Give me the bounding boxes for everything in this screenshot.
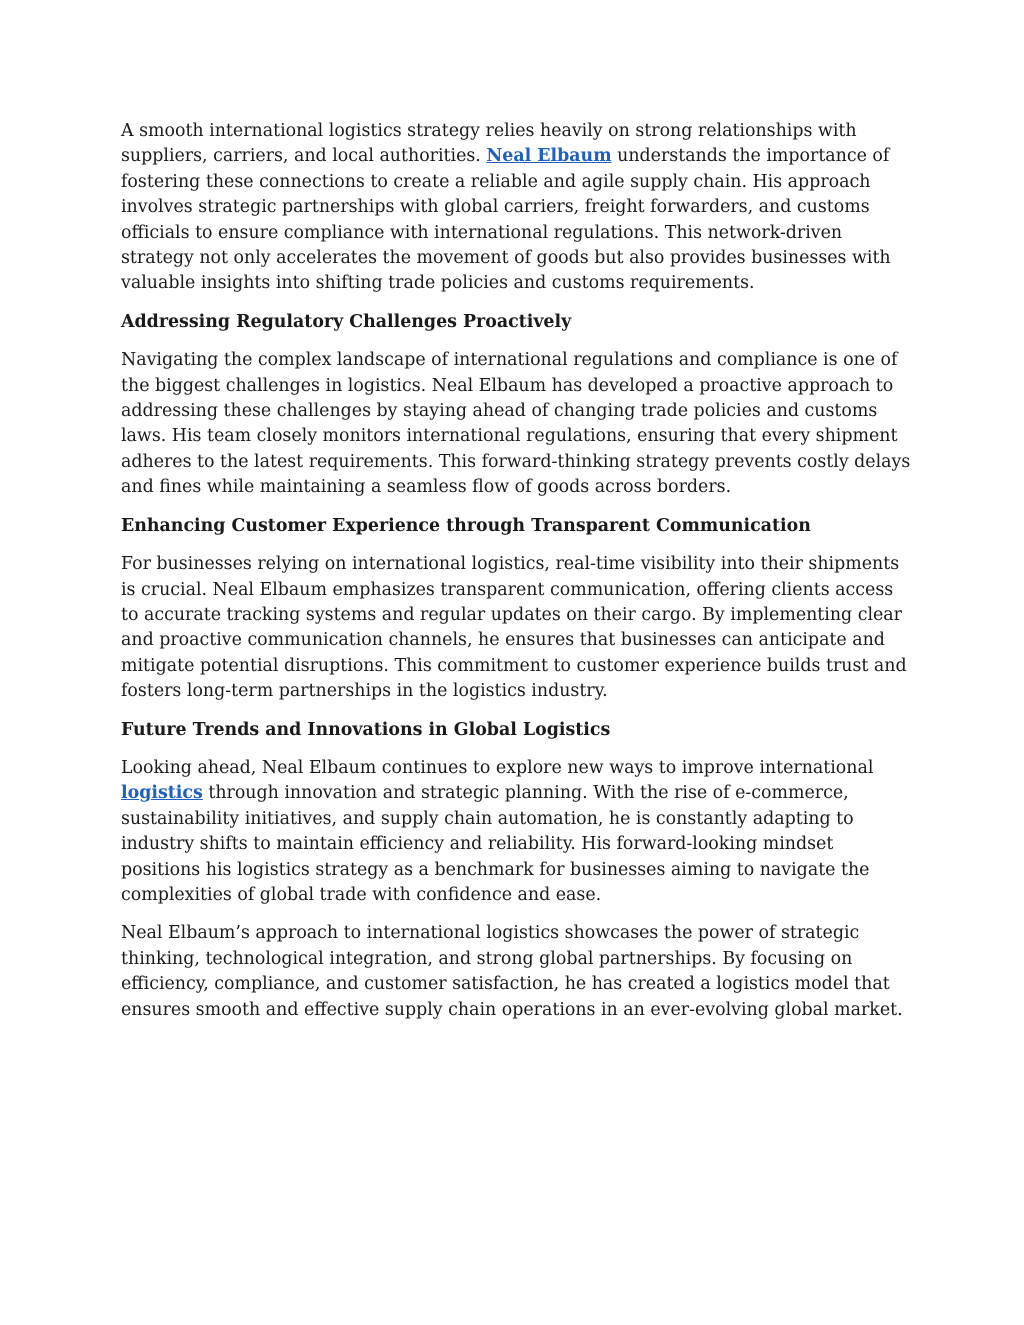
heading-future-trends: Future Trends and Innovations in Global Logistics	[121, 719, 611, 740]
document-page	[121, 119, 911, 1036]
paragraph-text: Looking ahead, Neal Elbaum continues to explore new ways to improve international	[121, 757, 874, 778]
heading-customer-experience: Enhancing Customer Experience through Transparent Communication	[121, 515, 811, 536]
logistics-link[interactable]: logistics	[121, 783, 203, 804]
paragraph-future-trends	[121, 756, 911, 908]
paragraph-conclusion: Neal Elbaum’s approach to international logistics showcases the power of strategic thinking, technological integration, and strong global partnerships. By focusing on efficiency, compliance, and customer satisfaction, he has created a logistics model that ensures smooth and effective supply chain operations in an ever-evolving global market.	[121, 923, 903, 1020]
paragraph-customer-experience: For businesses relying on international logistics, real-time visibility into their shipments is crucial. Neal Elbaum emphasizes transparent communication, offering clients access to accurate tracking systems and regular updates on their cargo. By implementing clear and proactive communication channels, he ensures that businesses can anticipate and mitigate potential disruptions. This commitment to customer experience builds trust and fosters long-term partnerships in the logistics industry.	[121, 554, 907, 702]
neal-elbaum-link[interactable]: Neal Elbaum	[486, 146, 612, 167]
paragraph-text: understands the importance of fostering these connections to create a reliable and agile supply chain. His approach involves strategic partnerships with global carriers, freight forwarders, and customs officials to ensure compliance with international regulations. This network-driven strategy not only accelerates the movement of goods but also provides businesses with valuable insights into shifting trade policies and customs requirements.	[121, 146, 891, 294]
paragraph-text: A smooth international logistics strategy relies heavily on strong relationships with suppliers, carriers, and local authorities.	[121, 121, 857, 167]
paragraph-regulatory: Navigating the complex landscape of international regulations and compliance is one of the biggest challenges in logistics. Neal Elbaum has developed a proactive approach to addressing these challenges by staying ahead of changing trade policies and customs laws. His team closely monitors international regulations, ensuring that every shipment adheres to the latest requirements. This forward-thinking strategy prevents costly delays and fines while maintaining a seamless flow of goods across borders.	[121, 350, 911, 498]
paragraph-text: through innovation and strategic planning. With the rise of e-commerce, sustainability initiatives, and supply chain automation, he is constantly adapting to industry shifts to maintain efficiency and reliability. His forward-looking mindset positions his logistics strategy as a benchmark for businesses aiming to navigate the complexities of global trade with confidence and ease.	[121, 783, 870, 905]
heading-regulatory: Addressing Regulatory Challenges Proactively	[121, 311, 572, 332]
paragraph-relationships	[121, 119, 911, 297]
